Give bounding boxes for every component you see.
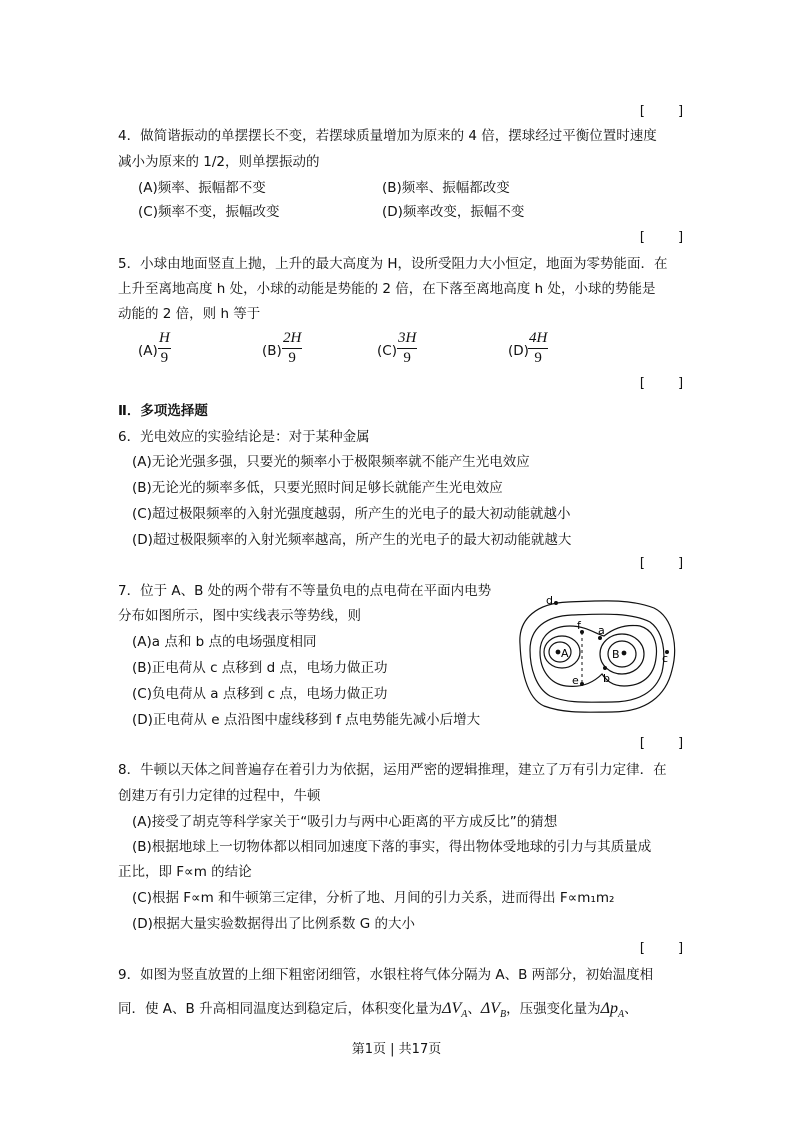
fraction-denominator: 9 [403,350,411,366]
section-heading-multiple-choice: Ⅱ．多项选择题 [118,403,208,419]
q4-stem-line1: 4．做简谐振动的单摆摆长不变，若摆球质量增加为原来的 4 倍，摆球经过平衡位置时速度 [118,128,657,144]
q7-stem-line1: 7．位于 A、B 处的两个带有不等量负电的点电荷在平面内电势 [118,583,492,599]
answer-bracket: [ ] [638,230,685,245]
answer-bracket: [ ] [638,556,685,571]
q5-option-c-label: (C) [377,343,397,359]
q5-stem-line1: 5．小球由地面竖直上抛，上升的最大高度为 H，设所受阻力大小恒定，地面为零势能面．在 [118,256,668,272]
answer-bracket: [ ] [638,376,685,391]
q7-option-c: (C)负电荷从 a 点移到 c 点，电场力做正功 [132,686,388,702]
q8-option-b-line2: 正比，即 F∝m 的结论 [118,864,252,880]
point-e-dot [580,682,584,686]
label-a: a [598,624,605,637]
fraction-numerator: 4H [528,331,548,349]
point-d-dot [554,601,558,605]
label-B: B [612,648,620,661]
q5-option-a-fraction [158,331,171,366]
fraction-denominator: 9 [534,350,542,366]
q6-option-a: (A)无论光强多强，只要光的频率小于极限频率就不能产生光电效应 [132,454,530,470]
label-A: A [561,647,569,660]
q6-option-b: (B)无论光的频率多低，只要光照时间足够长就能产生光电效应 [132,480,503,496]
q5-option-d-label: (D) [508,343,529,359]
label-e: e [572,674,579,687]
q5-stem-line2: 上升至离地高度 h 处，小球的动能是势能的 2 倍，在下落至离地高度 h 处，小球的势能是 [118,281,656,297]
q6-stem: 6．光电效应的实验结论是：对于某种金属 [118,429,370,445]
q9-stem-line2: 同．使 A、B 升高相同温度达到稳定后，体积变化量为$\Delta V_A$、$\Delta V_B$，压强变化量为$\Delta p_A$、 [118,1000,638,1021]
q4-option-b: (B)频率、振幅都改变 [382,180,510,196]
fraction-numerator: 2H [282,331,302,349]
q7-stem-line2: 分布如图所示，图中实线表示等势线，则 [118,608,361,624]
q6-option-d: (D)超过极限频率的入射光频率越高，所产生的光电子的最大初动能就越大 [132,532,572,548]
q7-option-d: (D)正电荷从 e 点沿图中虚线移到 f 点电势能先减小后增大 [132,712,481,728]
q5-option-d-fraction [528,331,548,366]
q4-option-c: (C)频率不变，振幅改变 [138,204,280,220]
answer-bracket: [ ] [638,941,685,956]
charge-A-dot [556,650,561,655]
q4-stem-line2: 减小为原来的 1/2，则单摆振动的 [118,154,320,170]
q7-option-b: (B)正电荷从 c 点移到 d 点，电场力做正功 [132,660,388,676]
q6-option-c: (C)超过极限频率的入射光强度越弱，所产生的光电子的最大初动能就越小 [132,506,571,522]
delta-vb: $\Delta V_B$ [480,1000,507,1021]
q8-option-c: (C)根据 F∝m 和牛顿第三定律，分析了地、月间的引力关系，进而得出 F∝m₁m₂ [132,890,615,906]
point-b-dot [603,666,607,670]
q9-text-start: 同．使 A、B 升高相同温度达到稳定后，体积变化量为 [118,1001,443,1017]
fraction-denominator: 9 [160,350,169,366]
fraction-denominator: 9 [288,350,296,366]
q8-stem-line1: 8．牛顿以天体之间普遍存在着引力为依据，运用严密的逻辑推理，建立了万有引力定律．在 [118,762,667,778]
label-c: c [662,652,669,665]
q8-option-a: (A)接受了胡克等科学家关于“吸引力与两中心距离的平方成反比”的猜想 [132,814,558,830]
q4-option-d: (D)频率改变，振幅不变 [382,204,525,220]
fraction-numerator: 3H [397,331,417,349]
label-f: f [577,619,581,632]
q5-option-b-fraction [282,331,302,366]
q5-option-a-label: (A) [138,343,158,359]
q5-stem-line3: 动能的 2 倍，则 h 等于 [118,306,261,322]
charge-B-dot [622,651,627,656]
q9-stem-line1: 9．如图为竖直放置的上细下粗密闭细管，水银柱将气体分隔为 A、B 两部分，初始温度相 [118,967,654,983]
equipotential-figure [508,588,688,722]
answer-bracket: [ ] [638,104,685,119]
q4-option-a: (A)频率、振幅都不变 [138,180,266,196]
q8-option-b-line1: (B)根据地球上一切物体都以相同加速度下落的事实，得出物体受地球的引力与其质量成 [132,839,652,855]
q5-option-c-fraction [397,331,417,366]
q8-option-d: (D)根据大量实验数据得出了比例系数 G 的大小 [132,916,415,932]
q5-option-b-label: (B) [262,343,282,359]
page-footer: 第1页 | 共17页 [351,1042,442,1057]
delta-va: $\Delta V_A$ [442,1000,468,1021]
delta-pa: $\Delta p_A$ [600,1000,625,1021]
q8-stem-line2: 创建万有引力定律的过程中，牛顿 [118,788,321,804]
answer-bracket: [ ] [638,736,685,751]
label-d: d [546,594,553,607]
fraction-numerator: H [158,331,171,349]
label-b: b [603,672,610,685]
q7-option-a: (A)a 点和 b 点的电场强度相同 [132,634,317,650]
